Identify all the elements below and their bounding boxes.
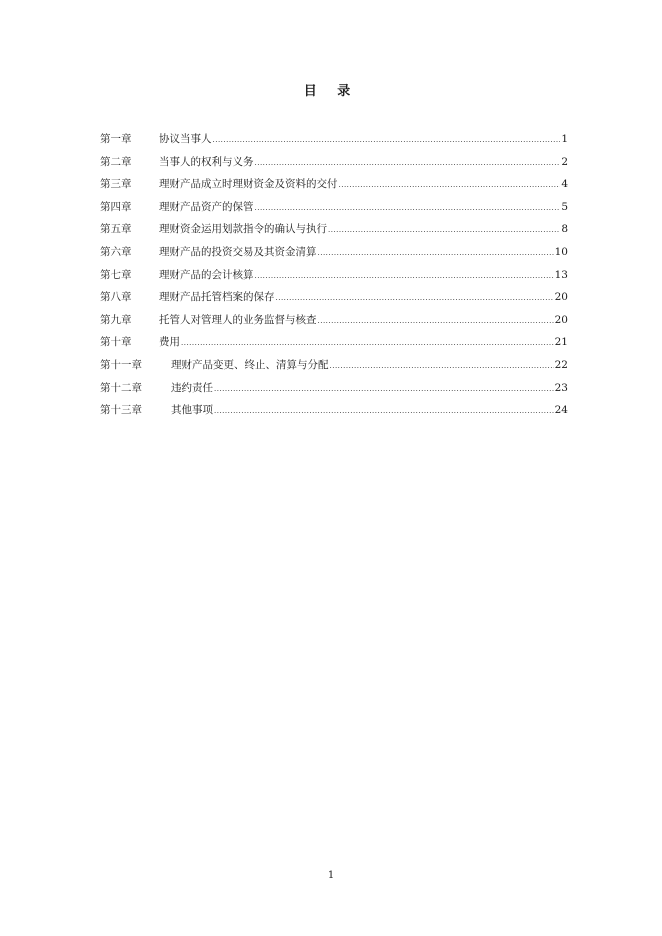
toc-dot-leader [255,152,561,175]
toc-page-number: 13 [554,268,568,281]
toc-dot-leader [318,310,554,333]
toc-chapter-title: 托管人对管理人的业务监督与核查 [159,313,317,326]
toc-entry-3[interactable] [100,173,568,196]
toc-chapter-number: 第十章 [100,336,132,349]
toc-page-number: 1 [561,133,568,145]
table-of-contents [100,128,568,422]
toc-page-number: 24 [554,404,568,417]
toc-dot-leader [255,197,561,220]
toc-page-number: 20 [554,291,568,304]
toc-dot-leader [339,174,561,197]
toc-entry-12[interactable] [100,377,568,400]
toc-chapter-number: 第一章 [100,133,132,145]
toc-page-number: 20 [554,313,568,326]
toc-page-number: 10 [554,245,568,258]
toc-dot-leader [213,129,561,152]
toc-chapter-title: 理财产品成立时理财资金及资料的交付 [159,178,338,191]
toc-page-number: 23 [554,381,568,394]
toc-dot-leader [318,242,554,265]
toc-chapter-title: 违约责任 [171,381,213,394]
page-number: 1 [327,870,335,881]
toc-chapter-number: 第十三章 [100,404,142,417]
toc-chapter-title: 理财产品变更、终止、清算与分配 [171,358,329,371]
toc-chapter-number: 第六章 [100,245,132,258]
toc-chapter-number: 第三章 [100,178,132,191]
toc-chapter-title: 当事人的权利与义务 [159,155,254,168]
toc-chapter-title: 理财产品的会计核算 [159,268,254,281]
toc-entry-5[interactable] [100,218,568,241]
toc-entry-7[interactable] [100,264,568,287]
toc-entry-9[interactable] [100,309,568,332]
toc-dot-leader [276,287,554,310]
toc-entry-10[interactable] [100,331,568,354]
page-title: 目 录 [303,84,359,99]
toc-page-number: 5 [561,200,568,213]
toc-chapter-title: 其他事项 [171,404,213,417]
toc-chapter-title: 协议当事人 [159,133,212,145]
toc-page-number: 8 [561,223,568,236]
toc-entry-1[interactable] [100,128,568,151]
toc-chapter-number: 第十一章 [100,358,142,371]
toc-page-number: 22 [554,358,568,371]
toc-chapter-number: 第十二章 [100,381,142,394]
toc-entry-2[interactable] [100,151,568,174]
toc-dot-leader [328,219,560,242]
toc-entry-6[interactable] [100,241,568,264]
toc-chapter-number: 第四章 [100,200,132,213]
toc-chapter-number: 第八章 [100,291,132,304]
toc-chapter-number: 第二章 [100,155,132,168]
toc-page-number: 2 [561,155,568,168]
toc-chapter-title: 理财产品资产的保管 [159,200,254,213]
toc-chapter-number: 第九章 [100,313,132,326]
toc-chapter-title: 费用 [159,336,180,349]
toc-dot-leader [181,332,554,355]
toc-entry-4[interactable] [100,196,568,219]
toc-dot-leader [214,378,554,401]
toc-entry-13[interactable] [100,399,568,422]
toc-dot-leader [255,265,554,288]
toc-page-number: 4 [561,178,568,191]
toc-page-number: 21 [554,336,568,349]
toc-dot-leader [214,400,554,423]
toc-chapter-number: 第七章 [100,268,132,281]
toc-dot-leader [330,355,554,378]
toc-chapter-title: 理财资金运用划款指令的确认与执行 [159,223,327,236]
toc-entry-11[interactable] [100,354,568,377]
toc-chapter-number: 第五章 [100,223,132,236]
toc-chapter-title: 理财产品托管档案的保存 [159,291,275,304]
toc-chapter-title: 理财产品的投资交易及其资金清算 [159,245,317,258]
toc-entry-8[interactable] [100,286,568,309]
